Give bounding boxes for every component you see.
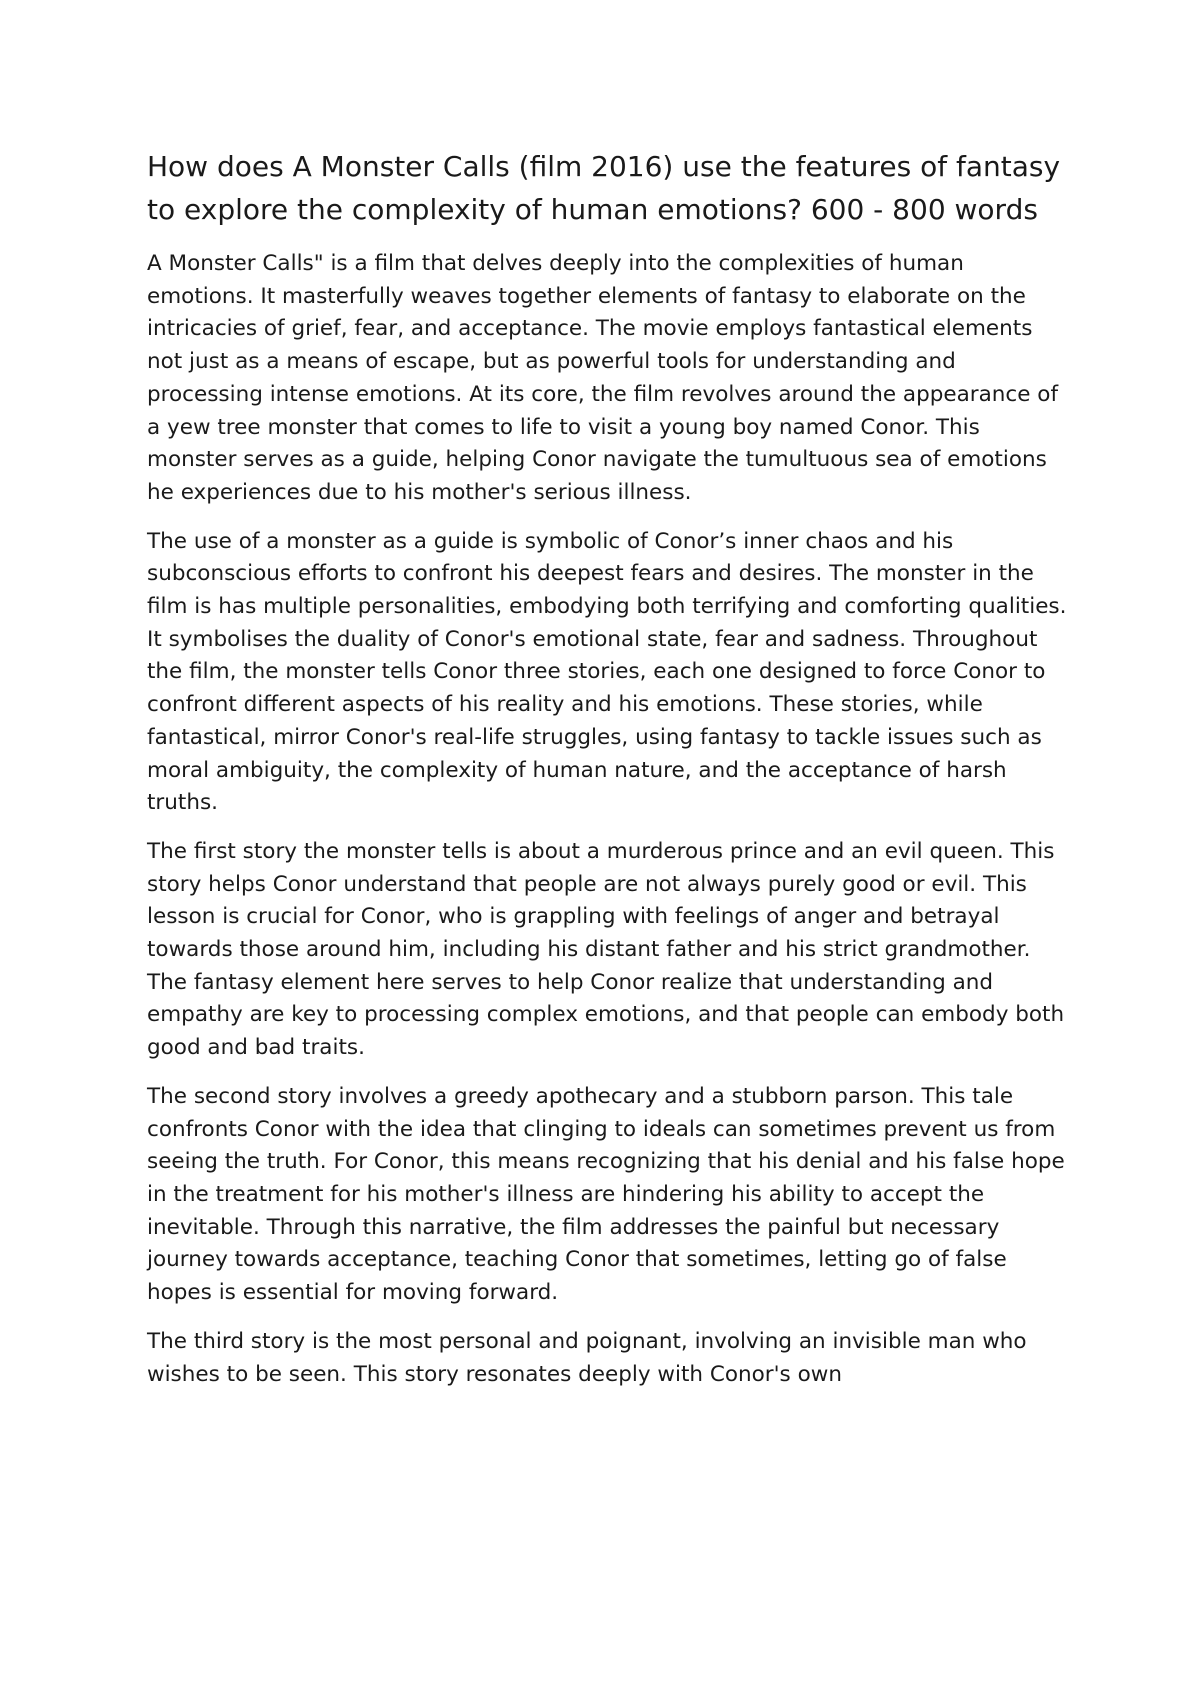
- paragraph-3: The first story the monster tells is about a murderous prince and an evil queen. This story helps Conor understand that people are not always purely good or evil. This lesson is crucial for Conor, who is grappling with feelings of anger and betrayal towards those around him, including his distant father and his strict grandmother. The fantasy element here serves to help Conor realize that understanding and empathy are key to processing complex emotions, and that people can embody both good and bad traits.: [147, 838, 1065, 1061]
- paragraph-4: The second story involves a greedy apothecary and a stubborn parson. This tale confronts Conor with the idea that clinging to ideals can sometimes prevent us from seeing the truth. For Conor, this means recognizing that his denial and his false hope in the treatment for his mother's illness are hindering his ability to accept the inevitable. Through this narrative, the film addresses the painful but necessary journey towards acceptance, teaching Conor that sometimes, letting go of false hopes is essential for moving forward.: [147, 1083, 1065, 1306]
- page-title: How does A Monster Calls (film 2016) use the features of fantasy to explore the complexity of human emotions? 600 - 800 words: [147, 150, 1061, 226]
- document-body: [147, 145, 1067, 1407]
- paragraph-5: The third story is the most personal and poignant, involving an invisible man who wishes to be seen. This story resonates deeply with Conor's own: [147, 1328, 1027, 1387]
- paragraph-2: The use of a monster as a guide is symbolic of Conor’s inner chaos and his subconscious efforts to confront his deepest fears and desires. The monster in the film is has multiple personalities, embodying both terrifying and comforting qualities. It symbolises the duality of Conor's emotional state, fear and sadness. Throughout the film, the monster tells Conor three stories, each one designed to force Conor to confront different aspects of his reality and his emotions. These stories, while fantastical, mirror Conor's real-life struggles, using fantasy to tackle issues such as moral ambiguity, the complexity of human nature, and the acceptance of harsh truths.: [147, 528, 1067, 816]
- paragraph-1: A Monster Calls" is a film that delves deeply into the complexities of human emotions. It masterfully weaves together elements of fantasy to elaborate on the intricacies of grief, fear, and acceptance. The movie employs fantastical elements not just as a means of escape, but as powerful tools for understanding and processing intense emotions. At its core, the film revolves around the appearance of a yew tree monster that comes to life to visit a young boy named Conor. This monster serves as a guide, helping Conor navigate the tumultuous sea of emotions he experiences due to his mother's serious illness.: [147, 251, 1059, 505]
